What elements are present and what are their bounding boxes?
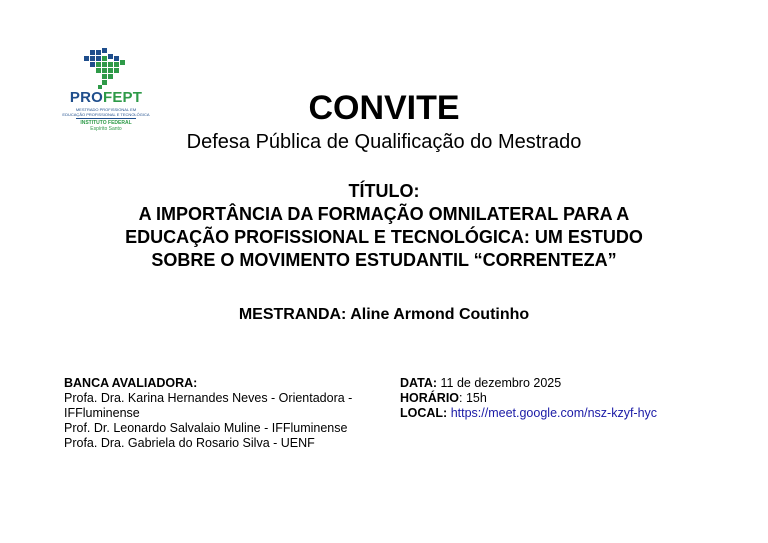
logo-wordmark: PROFEPT	[69, 89, 143, 106]
date-row	[400, 376, 730, 391]
student-label: MESTRANDA:	[238, 306, 347, 323]
board-label: BANCA AVALIADORA:	[64, 376, 198, 390]
date-label: DATA:	[400, 376, 438, 390]
evaluation-board	[64, 376, 384, 451]
meeting-link[interactable]: https://meet.google.com/nsz-kzyf-hyc	[450, 406, 658, 420]
logo-institution: INSTITUTO FEDERAL	[80, 120, 132, 126]
time-row	[400, 391, 730, 406]
student-line	[0, 304, 768, 326]
work-title-line: SOBRE O MOVIMENTO ESTUDANTIL “CORRENTEZA”	[151, 250, 617, 270]
page-title: CONVITE	[308, 89, 460, 127]
student-name: Aline Armond Coutinho	[350, 306, 530, 323]
time-label: HORÁRIO	[400, 391, 460, 405]
work-title-block	[0, 180, 768, 272]
work-title-label: TÍTULO:	[348, 181, 420, 201]
date-value: 11 de dezembro 2025	[440, 376, 562, 390]
event-details	[400, 376, 730, 421]
brazil-map-icon	[62, 46, 150, 90]
logo-subtitle-line1: MESTRADO PROFISSIONAL EM	[75, 107, 137, 112]
logo-campus: Espírito Santo	[90, 126, 122, 132]
logo-subtitle-line2: EDUCAÇÃO PROFISSIONAL E TECNOLÓGICA	[62, 111, 150, 117]
work-title-line: A IMPORTÂNCIA DA FORMAÇÃO OMNILATERAL PARA A	[138, 204, 630, 224]
time-value: : 15h	[459, 391, 487, 405]
location-label: LOCAL:	[400, 406, 448, 420]
page-subtitle: Defesa Pública de Qualificação do Mestrado	[186, 131, 582, 153]
board-member: Profa. Dra. Gabriela do Rosario Silva - UENF	[64, 436, 315, 450]
work-title-line: EDUCAÇÃO PROFISSIONAL E TECNOLÓGICA: UM ESTUDO	[125, 227, 643, 247]
board-member: Prof. Dr. Leonardo Salvalaio Muline - IFFluminense	[64, 421, 348, 435]
board-member: Profa. Dra. Karina Hernandes Neves - Orientadora - IFFluminense	[64, 391, 353, 420]
location-row	[400, 406, 730, 421]
